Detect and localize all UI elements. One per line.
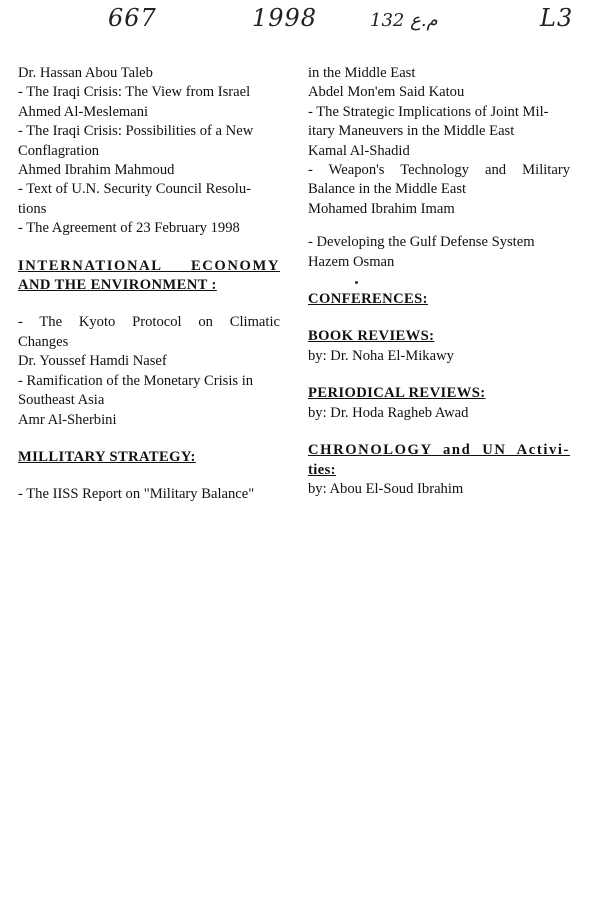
section-heading-military: MILLITARY STRATEGY:: [18, 448, 196, 465]
handwritten-ref: L3: [540, 4, 574, 32]
text-line: Conflagration: [18, 142, 100, 159]
text-line: Mohamed Ibrahim Imam: [308, 200, 455, 217]
text-line: - The IISS Report on "Military Balance": [18, 486, 255, 503]
text-line: - The Agreement of 23 February 1998: [18, 220, 240, 237]
text-line: in the Middle East: [308, 65, 416, 81]
text-line: Dr. Youssef Hamdi Nasef: [18, 353, 167, 370]
handwritten-year: 1998: [252, 4, 318, 32]
text-line: Ahmed Ibrahim Mahmoud: [18, 162, 175, 179]
text-line: by: Dr. Hoda Ragheb Awad: [308, 404, 469, 421]
handwritten-page-number: 667: [108, 4, 157, 32]
text-line: - Weapon's Technology and Military: [308, 162, 570, 179]
text-line: - The Iraqi Crisis: The View from Israel: [18, 84, 251, 101]
text-line: Abdel Mon'em Said Katou: [308, 84, 465, 101]
text-line: Kamal Al-Shadid: [308, 142, 410, 159]
section-heading-book-reviews: BOOK REVIEWS:: [308, 328, 435, 345]
handwritten-code: م.ع 132: [370, 10, 438, 31]
text-line: tions: [18, 200, 47, 217]
right-column: [308, 64, 570, 499]
text-line: by: Dr. Noha El-Mikawy: [308, 347, 454, 364]
text-line: - Developing the Gulf Defense System: [308, 234, 535, 251]
text-line: Balance in the Middle East: [308, 181, 467, 198]
section-heading-economy: INTERNATIONAL ECONOMY: [18, 257, 280, 274]
text-line: - Ramification of the Monetary Crisis in: [18, 372, 254, 389]
text-line: Dr. Hassan Abou Taleb: [18, 65, 153, 81]
text-line: - The Kyoto Protocol on Climatic: [18, 314, 280, 331]
text-line: - The Iraqi Crisis: Possibilities of a New: [18, 123, 254, 140]
section-heading-economy-cont: AND THE ENVIRONMENT :: [18, 277, 217, 294]
text-line: itary Maneuvers in the Middle East: [308, 123, 515, 140]
text-line: - Text of U.N. Security Council Resolu-: [18, 181, 251, 198]
section-heading-chronology-cont: ties:: [308, 461, 336, 478]
text-line: Ahmed Al-Meslemani: [18, 103, 149, 120]
section-heading-periodical-reviews: PERIODICAL REVIEWS:: [308, 385, 486, 402]
text-line: by: Abou El-Soud Ibrahim: [308, 480, 464, 497]
text-line: Southeast Asia: [18, 392, 105, 409]
text-line: Amr Al-Sherbini: [18, 411, 117, 428]
text-line: Hazem Osman: [308, 253, 395, 270]
left-column: [18, 64, 280, 505]
section-heading-conferences: CONFERENCES:: [308, 291, 428, 308]
section-heading-chronology: CHRONOLOGY and UN Activi-: [308, 442, 570, 459]
text-line: - The Strategic Implications of Joint Mil-: [308, 103, 549, 120]
text-line: Changes: [18, 333, 69, 350]
scan-speck: [355, 281, 358, 284]
